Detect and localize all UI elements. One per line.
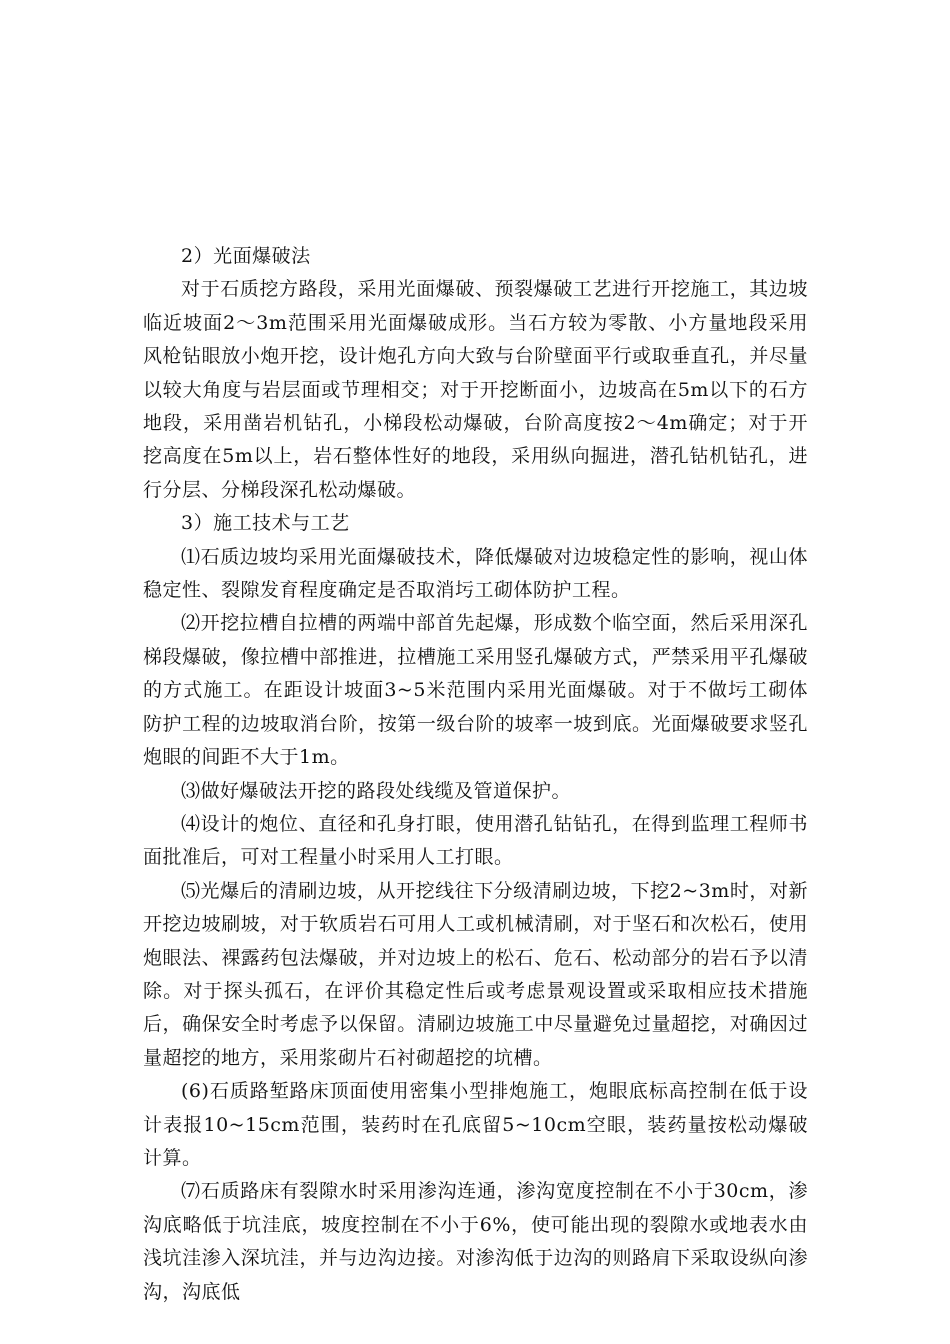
- list-item-4: ⑷设计的炮位、直径和孔身打眼，使用潜孔钻钻孔，在得到监理工程师书面批准后，可对工程量小时采用人工打眼。: [143, 812, 808, 869]
- list-item-6: (6)石质路堑路床顶面使用密集小型排炮施工，炮眼底标高控制在低于设计表报10~15cm范围，装药时在孔底留5~10cm空眼，装药量按松动爆破计算。: [143, 1080, 808, 1169]
- document-body: [143, 240, 808, 1309]
- list-item-1: ⑴石质边坡均采用光面爆破技术，降低爆破对边坡稳定性的影响，视山体稳定性、裂隙发育程度确定是否取消圬工砌体防护工程。: [143, 545, 808, 602]
- list-item-3: ⑶做好爆破法开挖的路段处线缆及管道保护。: [181, 779, 572, 802]
- list-item-7: ⑺石质路床有裂隙水时采用渗沟连通，渗沟宽度控制在不小于30cm，渗沟底略低于坑洼底，坡度控制在不小于6%，使可能出现的裂隙水或地表水由浅坑洼渗入深坑洼，并与边沟边接。对渗沟低于边沟的则路肩下采取设纵向渗沟，沟底低: [143, 1180, 808, 1303]
- section-heading-construction-technique: 3）施工技术与工艺: [181, 512, 350, 535]
- list-item-5: ⑸光爆后的清刷边坡，从开挖线往下分级清刷边坡，下挖2~3m时，对新开挖边坡刷坡，对于软质岩石可用人工或机械清刷，对于坚石和次松石，使用炮眼法、裸露药包法爆破，并对边坡上的松石、危石、松动部分的岩石予以清除。对于探头孤石，在评价其稳定性后或考虑景观设置或采取相应技术措施后，确保安全时考虑予以保留。清刷边坡施工中尽量避免过量超挖，对确因过量超挖的地方，采用浆砌片石衬砌超挖的坑槽。: [143, 879, 808, 1069]
- list-item-2: ⑵开挖拉槽自拉槽的两端中部首先起爆，形成数个临空面，然后采用深孔梯段爆破，像拉槽中部推进，拉槽施工采用竖孔爆破方式，严禁采用平孔爆破的方式施工。在距设计坡面3~5米范围内采用光面爆破。对于不做圬工砌体防护工程的边坡取消台阶，按第一级台阶的坡率一坡到底。光面爆破要求竖孔炮眼的间距不大于1m。: [143, 612, 808, 769]
- section-heading-smooth-blasting: 2）光面爆破法: [181, 245, 311, 267]
- paragraph-smooth-blasting: 对于石质挖方路段，采用光面爆破、预裂爆破工艺进行开挖施工，其边坡临近坡面2～3m范围采用光面爆破成形。当石方较为零散、小方量地段采用风枪钻眼放小炮开挖，设计炮孔方向大致与台阶壁面平行或取垂直孔，并尽量以较大角度与岩层面或节理相交；对于开挖断面小，边坡高在5m以下的石方地段，采用凿岩机钻孔，小梯段松动爆破，台阶高度按2～4m确定；对于开挖高度在5m以上，岩石整体性好的地段，采用纵向掘进，潜孔钻机钻孔，进行分层、分梯段深孔松动爆破。: [143, 278, 808, 501]
